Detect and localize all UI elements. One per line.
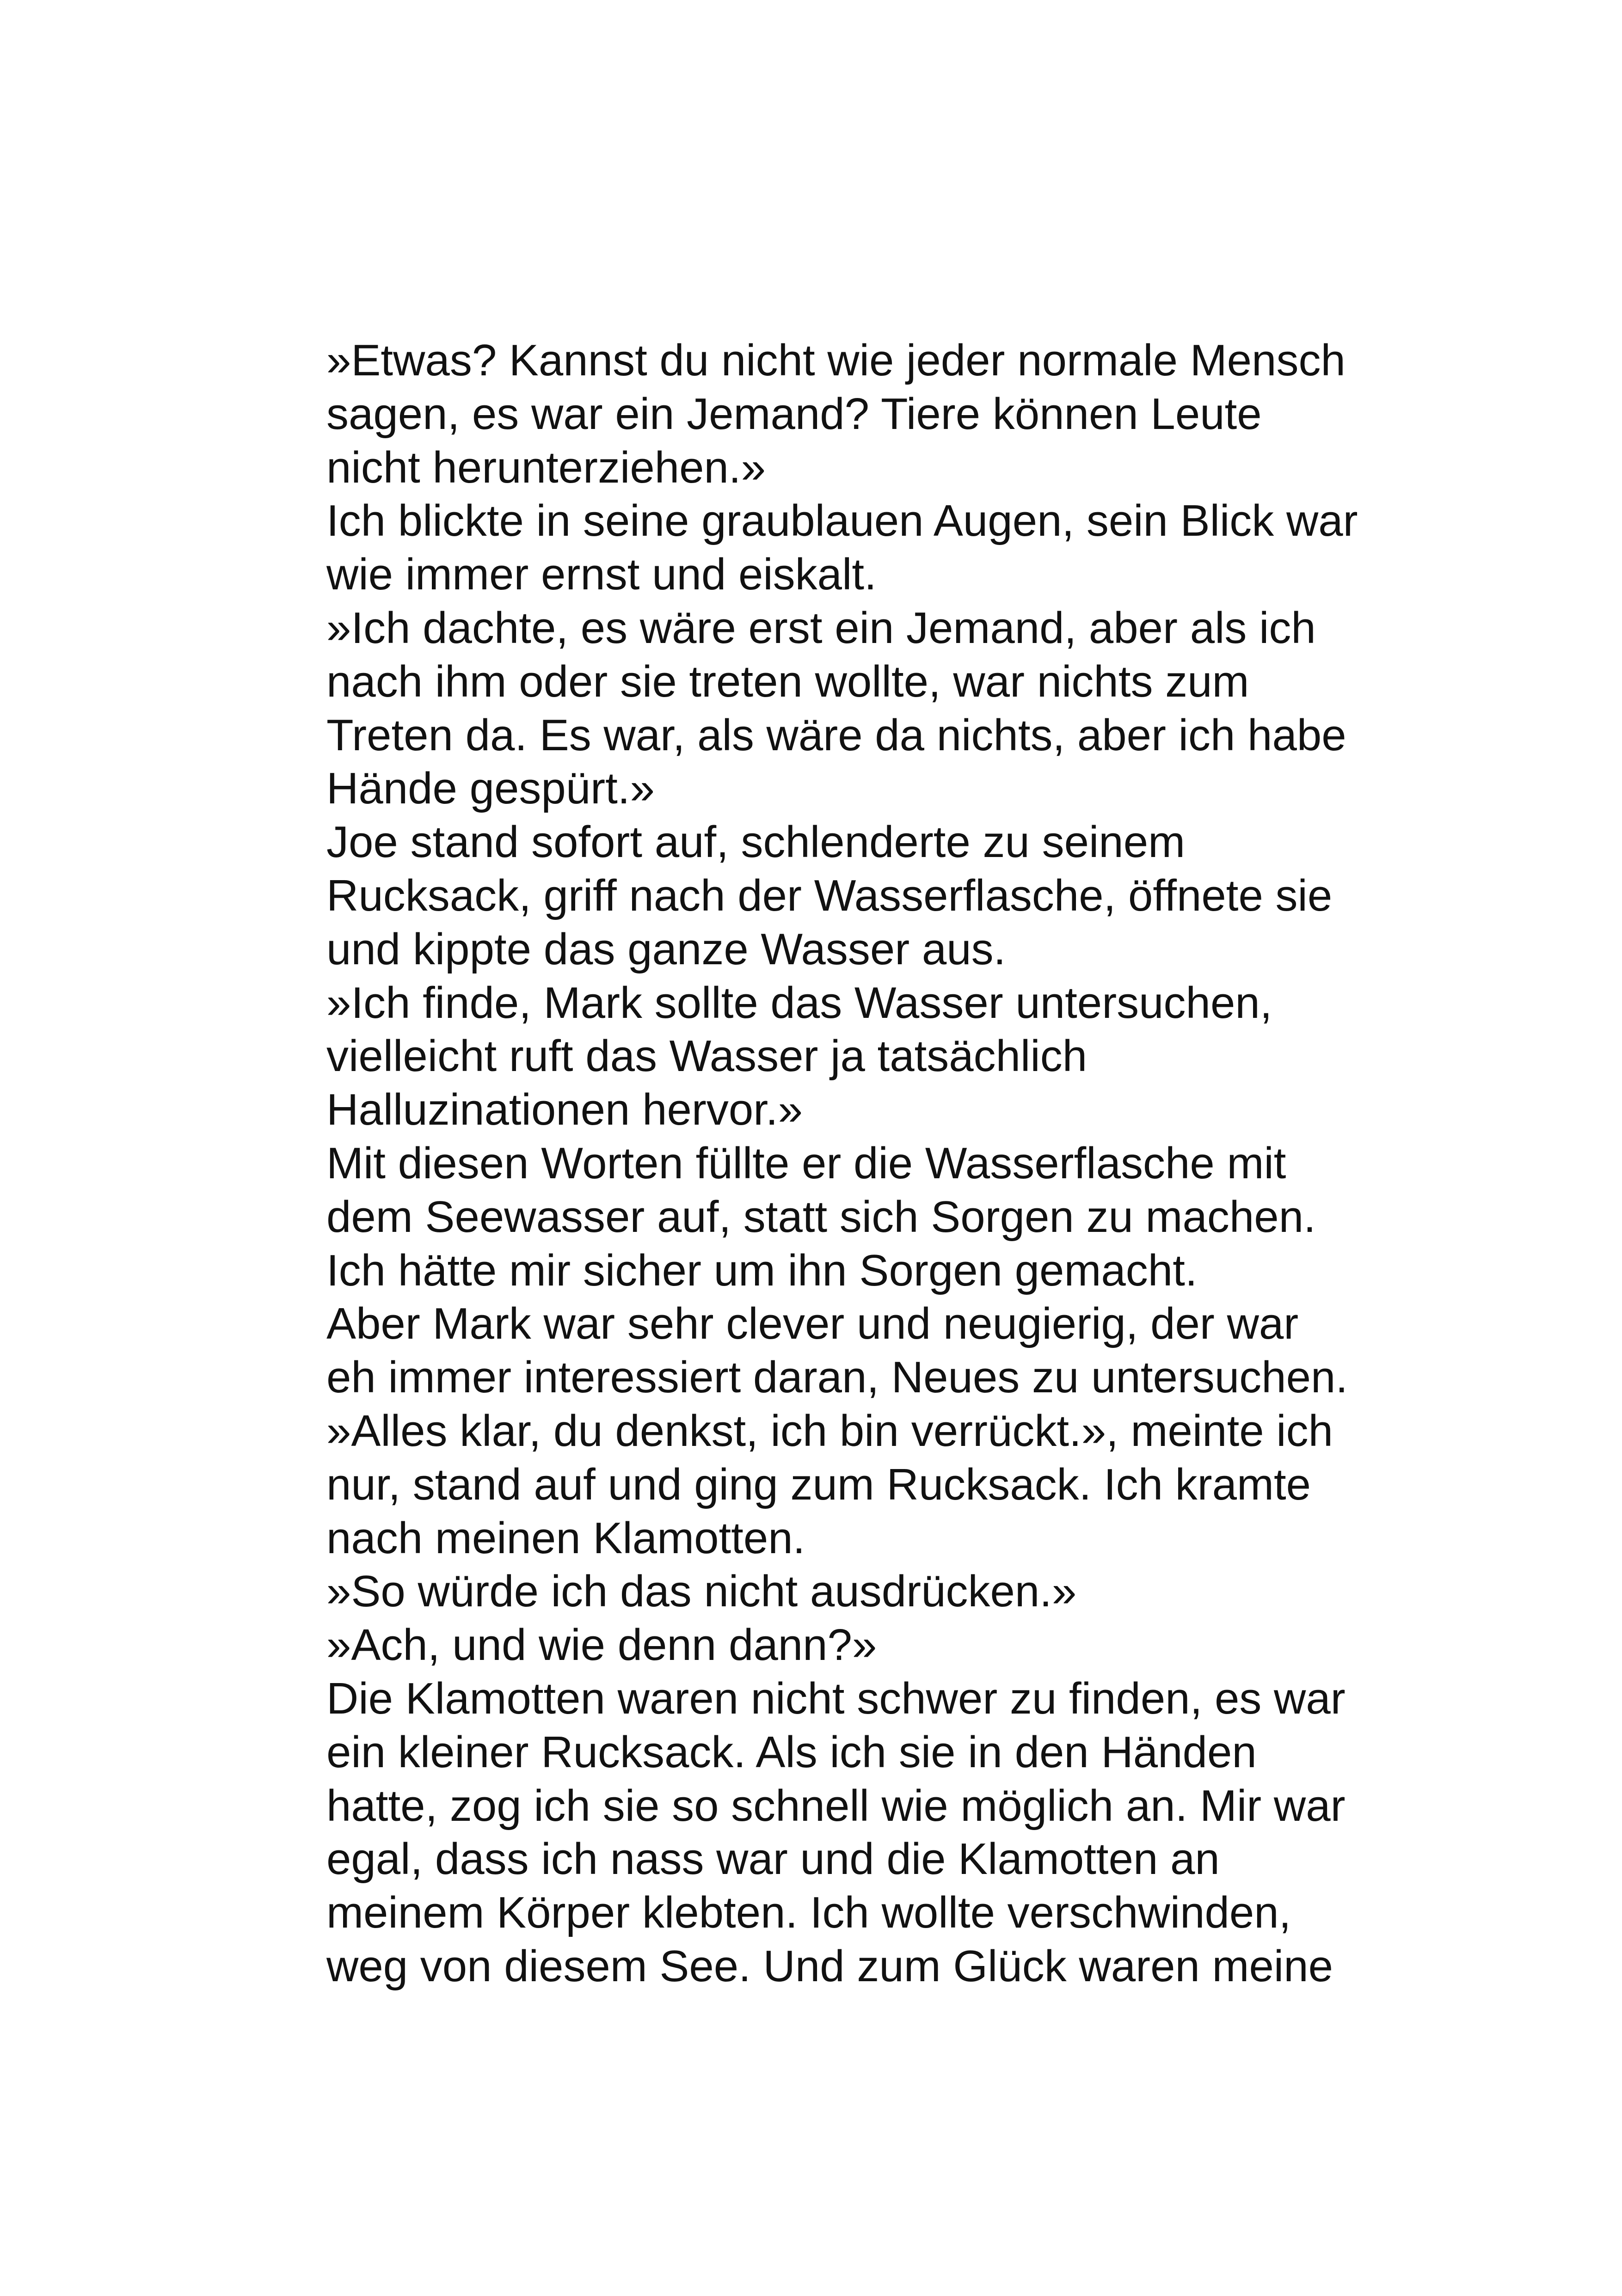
text-line: Aber Mark war sehr clever und neugierig, der war [326,1299,1299,1349]
text-line: Halluzinationen hervor.» [326,1085,803,1135]
text-line: eh immer interessiert daran, Neues zu untersuchen. [326,1353,1348,1402]
text-line: vielleicht ruft das Wasser ja tatsächlich [326,1031,1087,1081]
text-line: hatte, zog ich sie so schnell wie möglich an. Mir war [326,1781,1346,1831]
text-line: meinem Körper klebten. Ich wollte verschwinden, [326,1888,1291,1938]
text-line: weg von diesem See. Und zum Glück waren meine [326,1941,1333,1991]
text-line: Die Klamotten waren nicht schwer zu finden, es war [326,1673,1346,1723]
text-line: Treten da. Es war, als wäre da nichts, aber ich habe [326,710,1346,760]
text-line: »Alles klar, du denkst, ich bin verrückt.», meinte ich [326,1406,1333,1456]
text-line: Rucksack, griff nach der Wasserflasche, öffnete sie [326,870,1333,920]
text-line: »So würde ich das nicht ausdrücken.» [326,1567,1077,1616]
text-line: sagen, es war ein Jemand? Tiere können Leute [326,389,1262,439]
body-text [326,334,1436,1993]
text-line: Ich blickte in seine graublauen Augen, sein Blick war [326,496,1358,546]
text-line: nicht herunterziehen.» [326,442,766,492]
text-line: »Ich dachte, es wäre erst ein Jemand, aber als ich [326,603,1316,653]
text-line: Mit diesen Worten füllte er die Wasserflasche mit [326,1138,1286,1188]
text-line: Hände gespürt.» [326,764,655,814]
text-line: »Etwas? Kannst du nicht wie jeder normale Mensch [326,336,1346,385]
text-line: Joe stand sofort auf, schlenderte zu seinem [326,817,1186,867]
text-line: nur, stand auf und ging zum Rucksack. Ich kramte [326,1459,1311,1509]
text-line: »Ach, und wie denn dann?» [326,1620,877,1670]
text-line: egal, dass ich nass war und die Klamotten an [326,1834,1220,1884]
text-line: nach meinen Klamotten. [326,1513,805,1563]
text-line: ein kleiner Rucksack. Als ich sie in den Händen [326,1727,1257,1777]
text-line: nach ihm oder sie treten wollte, war nichts zum [326,656,1249,706]
text-line: wie immer ernst und eiskalt. [326,550,877,600]
text-line: und kippte das ganze Wasser aus. [326,924,1006,974]
text-line: dem Seewasser auf, statt sich Sorgen zu machen. [326,1192,1316,1242]
text-line: Ich hätte mir sicher um ihn Sorgen gemacht. [326,1245,1198,1295]
text-line: »Ich finde, Mark sollte das Wasser untersuchen, [326,978,1272,1028]
